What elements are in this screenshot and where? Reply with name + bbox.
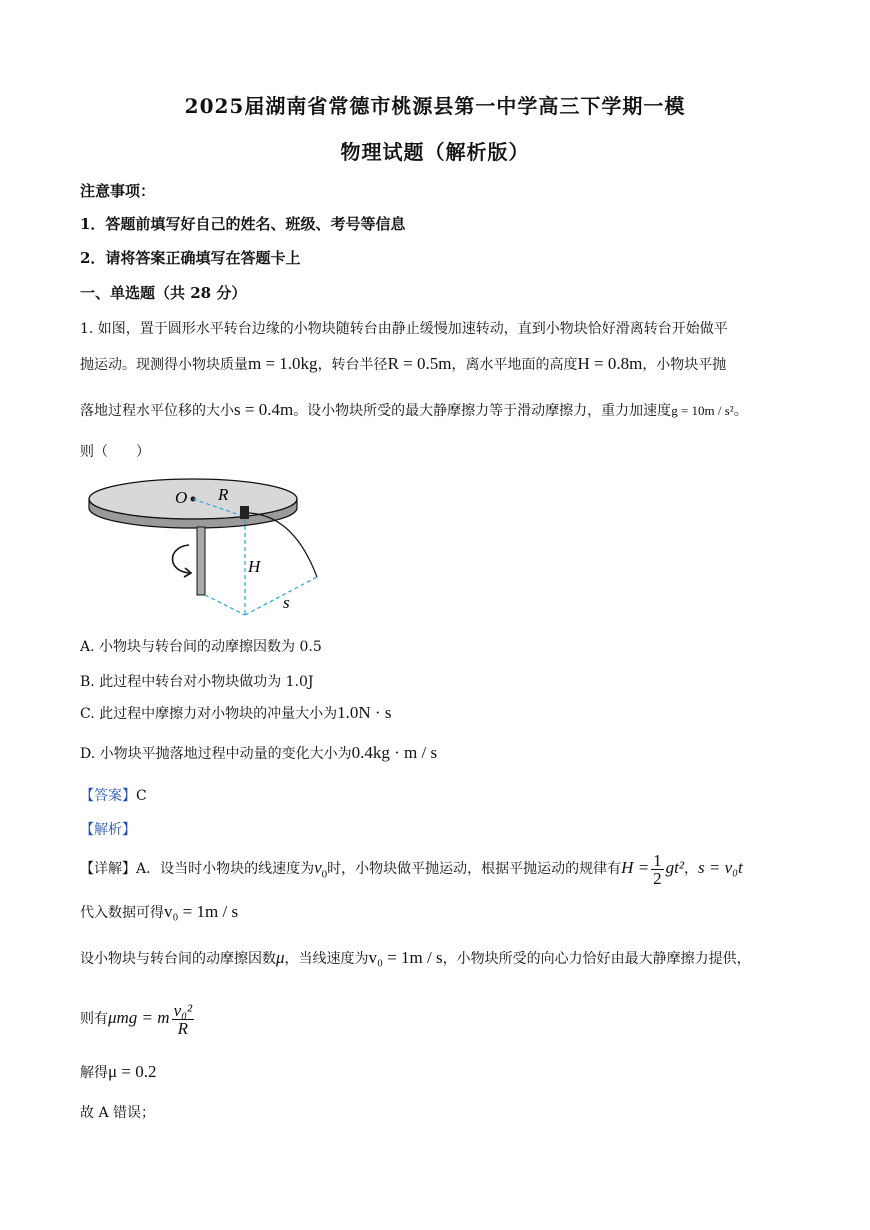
option-a[interactable]: A. 小物块与转台间的动摩擦因数为 0.5 [80,639,322,655]
equation-s: s = v₀t [698,858,743,877]
equation-separator: ， [684,861,698,877]
mass-equation: m = 1.0kg [248,354,318,373]
page-title-line2: 物理试题（解析版） [340,140,530,164]
solution-line-2 [80,902,810,922]
turntable-shaft [197,527,205,595]
notes-item-1: 1．答题前填写好自己的姓名、班级、考号等信息 [80,215,406,233]
section-heading: 一、单选题（共 28 分） [80,284,247,302]
notes-item-2: 2．请将答案正确填写在答题卡上 [80,249,301,267]
label-O: O [175,488,188,507]
option-c-text: C. 此过程中摩擦力对小物块的冲量大小为 [80,706,338,722]
answer-value: C [136,788,147,804]
friction-equation: μmg = m $\frac{\text{v₀²}}{R}$ [108,1000,193,1038]
mu-result: μ = 0.2 [108,1062,157,1081]
height-equation: H = 0.8m [577,354,643,373]
solution-text: A．设当时小物块的线速度为 [136,861,315,877]
solution-line-1 [80,848,810,888]
answer-line [80,785,810,805]
option-c-math: 1.0N · s [337,703,392,722]
mu-symbol: μ [276,948,285,967]
solution-text: 代入数据可得 [80,905,164,921]
q1-text-segment: 落地过程水平位移的大小 [80,403,234,419]
analysis-tag: 【解析】 [80,822,136,838]
q1-text-segment: 抛运动。现测得小物块质量 [80,357,248,373]
option-d-math: 0.4kg · m / s [351,743,438,762]
solution-line-5 [80,1062,810,1082]
solution-line-6: 故 A 错误； [80,1105,156,1121]
question-1-line-4: 则（ ） [80,444,150,460]
question-1-line-3 [80,400,810,420]
option-d[interactable] [80,743,810,763]
v0-result: v₀ = 1m / s [164,902,239,921]
option-c[interactable] [80,703,810,723]
q1-text-segment: 。 [733,403,748,419]
solution-text: ，当线速度为 [284,951,369,967]
equation-h: H = $\frac{1}{2}$ gt² [621,850,684,888]
question-1-line-2 [80,354,810,374]
gravity-equation: g = 10m / s² [671,403,734,418]
v0-symbol: $v_0$ [314,858,328,881]
option-b[interactable]: B. 此过程中转台对小物块做功为 1.0J [80,674,314,690]
page-title-line1: 2025届湖南省常德市桃源县第一中学高三下学期一模 [184,94,686,118]
displacement-equation: s = 0.4m [234,400,294,419]
solution-text: 设小物块与转台间的动摩擦因数 [80,951,276,967]
solution-text: ，小物块所受的向心力恰好由最大静摩擦力提供， [442,951,751,967]
solution-text: 解得 [80,1065,108,1081]
solution-text: 则有 [80,1011,108,1027]
q1-text-segment: ，小物块平抛 [642,357,727,373]
answer-tag: 【答案】 [80,788,136,804]
detail-tag: 【详解】 [80,861,136,877]
block [240,506,249,519]
radius-equation: R = 0.5m [387,354,452,373]
turntable-diagram [85,475,325,620]
label-s: s [283,593,290,612]
v0-value: v₀ = 1m / s [368,948,443,967]
question-1-line-1: 1. 如图，置于圆形水平转台边缘的小物块随转台由静止缓慢加速转动，直到小物块恰好滑离转台开始做平 [80,321,728,337]
label-R: R [218,485,229,504]
displacement-line [245,577,317,615]
q1-text-segment: 。设小物块所受的最大静摩擦力等于滑动摩擦力，重力加速度 [293,403,672,419]
q1-text-segment: ，离水平地面的高度 [451,357,578,373]
solution-text: 时，小物块做平抛运动，根据平抛运动的规律有 [327,861,622,877]
solution-line-3 [80,948,810,968]
q1-text-segment: ，转台半径 [317,357,388,373]
notes-heading: 注意事项： [80,182,156,200]
option-d-text: D. 小物块平抛落地过程中动量的变化大小为 [80,746,352,762]
label-H: H [248,557,261,576]
solution-line-4 [80,996,810,1040]
shaft-base-line [205,595,245,615]
